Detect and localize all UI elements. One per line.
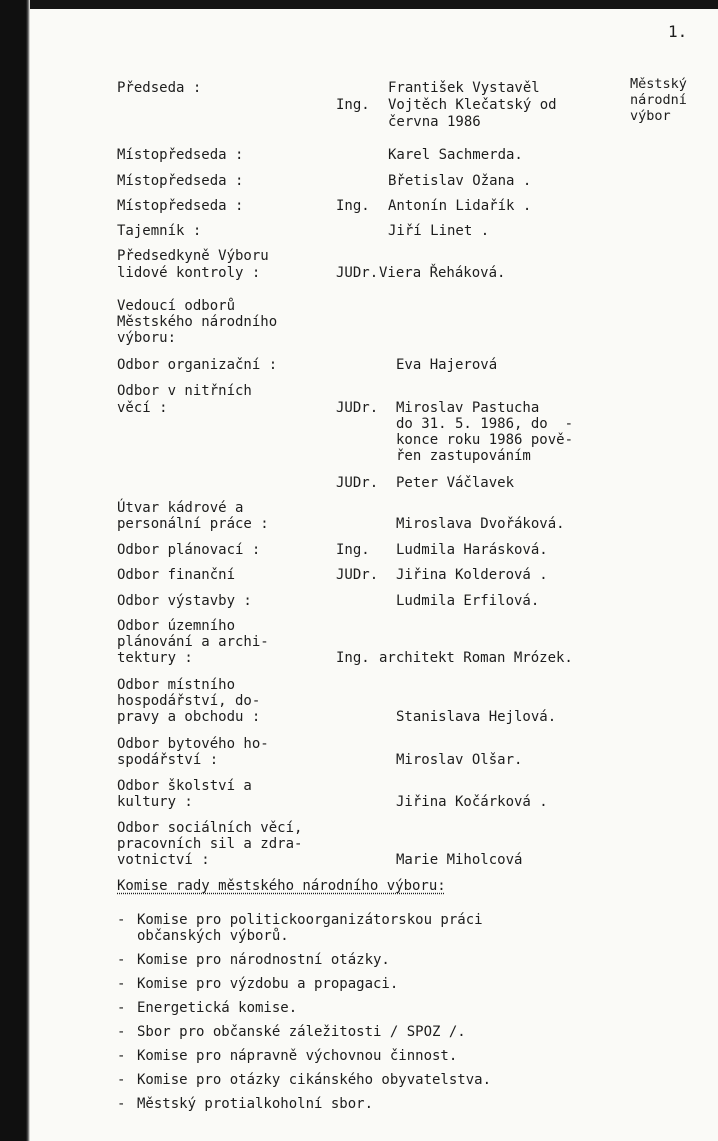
commission-text: Energetická komise.	[137, 1000, 298, 1016]
official-label: Místopředseda :	[117, 173, 244, 189]
official-title: Ing.	[336, 97, 370, 113]
department-label: Odbor bytového ho-	[117, 736, 269, 752]
commission-text: Komise pro politickoorganizátorskou práci občanských výborů.	[137, 912, 483, 944]
commissions-heading-text: Komise rady městského národního výboru:	[117, 878, 446, 894]
department-title: JUDr.	[336, 567, 379, 583]
list-dash: -	[117, 1024, 126, 1040]
department-label: Odbor finanční	[117, 567, 236, 583]
department-label: votnictví :	[117, 852, 210, 868]
list-dash: -	[117, 1048, 126, 1064]
official-label: Předsedkyně Výboru	[117, 248, 269, 264]
side-label-line: národní	[630, 92, 687, 108]
official-title: JUDr.	[336, 265, 379, 281]
official-name: František Vystavěl	[388, 80, 540, 96]
official-label: Tajemník :	[117, 223, 202, 239]
department-title: JUDr.	[336, 400, 379, 416]
department-title: JUDr.	[336, 475, 379, 491]
department-label: hospodářství, do-	[117, 693, 261, 709]
department-label: Odbor organizační :	[117, 357, 278, 373]
commission-item	[117, 912, 491, 944]
department-head: Stanislava Hejlová.	[396, 709, 557, 725]
department-head: Marie Miholcová	[396, 852, 523, 868]
commission-text: Komise pro národnostní otázky.	[137, 952, 390, 968]
commission-text: Městský protialkoholní sbor.	[137, 1096, 374, 1112]
department-label: Odbor školství a	[117, 778, 252, 794]
side-label-line: Městský	[630, 76, 687, 92]
commission-item	[117, 1024, 491, 1040]
department-label: kultury :	[117, 794, 193, 810]
commission-text: Sbor pro občanské záležitosti / SPOZ /.	[137, 1024, 466, 1040]
official-name: Viera Řeháková.	[379, 265, 506, 281]
list-dash: -	[117, 912, 126, 928]
department-head: Ludmila Erfilová.	[396, 593, 540, 609]
commission-text: Komise pro otázky cikánského obyvatelstva.	[137, 1072, 492, 1088]
department-label: pravy a obchodu :	[117, 709, 261, 725]
department-head: Peter Váčlavek	[396, 475, 515, 491]
department-label: věcí :	[117, 400, 168, 416]
commission-item	[117, 1000, 491, 1016]
department-label: Odbor sociálních věcí,	[117, 820, 303, 836]
list-dash: -	[117, 1072, 126, 1088]
official-label: lidové kontroly :	[117, 265, 261, 281]
department-head: Miroslav Pastucha	[396, 400, 540, 416]
department-title: Ing.	[336, 650, 370, 666]
department-label: spodářství :	[117, 752, 219, 768]
department-title: Ing.	[336, 542, 370, 558]
official-title: Ing.	[336, 198, 370, 214]
commissions-heading	[117, 878, 446, 894]
commission-item	[117, 1096, 491, 1112]
department-label: Odbor v nitřních	[117, 383, 252, 399]
scan-left-edge	[0, 0, 30, 1141]
commission-item	[117, 1048, 491, 1064]
department-label: pracovních sil a zdra-	[117, 836, 303, 852]
department-label: Odbor územního	[117, 618, 236, 634]
official-label: Předseda :	[117, 80, 202, 96]
department-head: Jiřina Kočárková .	[396, 794, 548, 810]
list-dash: -	[117, 1096, 126, 1112]
department-head: Miroslava Dvořáková.	[396, 516, 565, 532]
department-label: Útvar kádrové a	[117, 500, 244, 516]
department-label: plánování a archi-	[117, 634, 269, 650]
list-dash: -	[117, 952, 126, 968]
official-name: Břetislav Ožana .	[388, 173, 532, 189]
department-head: konce roku 1986 pově-	[396, 432, 574, 448]
official-label: Místopředseda :	[117, 198, 244, 214]
commission-item	[117, 952, 491, 968]
commission-item	[117, 1072, 491, 1088]
department-head: do 31. 5. 1986, do -	[396, 416, 574, 432]
department-head: Jiřina Kolderová .	[396, 567, 548, 583]
departments-heading-line: Vedoucí odborů	[117, 298, 236, 314]
commission-text: Komise pro výzdobu a propagaci.	[137, 976, 399, 992]
departments-heading-line: výboru:	[117, 330, 177, 346]
official-name: Jiří Linet .	[388, 223, 490, 239]
department-head: Eva Hajerová	[396, 357, 498, 373]
list-dash: -	[117, 976, 126, 992]
department-head: architekt Roman Mrózek.	[379, 650, 573, 666]
department-head: Ludmila Harásková.	[396, 542, 548, 558]
department-label: Odbor plánovací :	[117, 542, 261, 558]
department-label: personální práce :	[117, 516, 269, 532]
page-number: 1.	[668, 22, 688, 41]
official-name: Karel Sachmerda.	[388, 147, 523, 163]
departments-heading-line: Městského národního	[117, 314, 278, 330]
official-label: Místopředseda :	[117, 147, 244, 163]
commission-item	[117, 976, 491, 992]
side-label-line: výbor	[630, 108, 671, 124]
official-name: Antonín Lidařík .	[388, 198, 532, 214]
commissions-list	[117, 912, 491, 1120]
list-dash: -	[117, 1000, 126, 1016]
department-head: Miroslav Olšar.	[396, 752, 523, 768]
scan-top-edge	[0, 0, 718, 9]
commission-text: Komise pro nápravně výchovnou činnost.	[137, 1048, 458, 1064]
official-name: června 1986	[388, 114, 481, 130]
department-label: Odbor místního	[117, 677, 236, 693]
side-label	[630, 76, 687, 124]
official-name: Vojtěch Klečatský od	[388, 97, 557, 113]
department-label: tektury :	[117, 650, 193, 666]
department-head: řen zastupováním	[396, 448, 531, 464]
department-label: Odbor výstavby :	[117, 593, 252, 609]
